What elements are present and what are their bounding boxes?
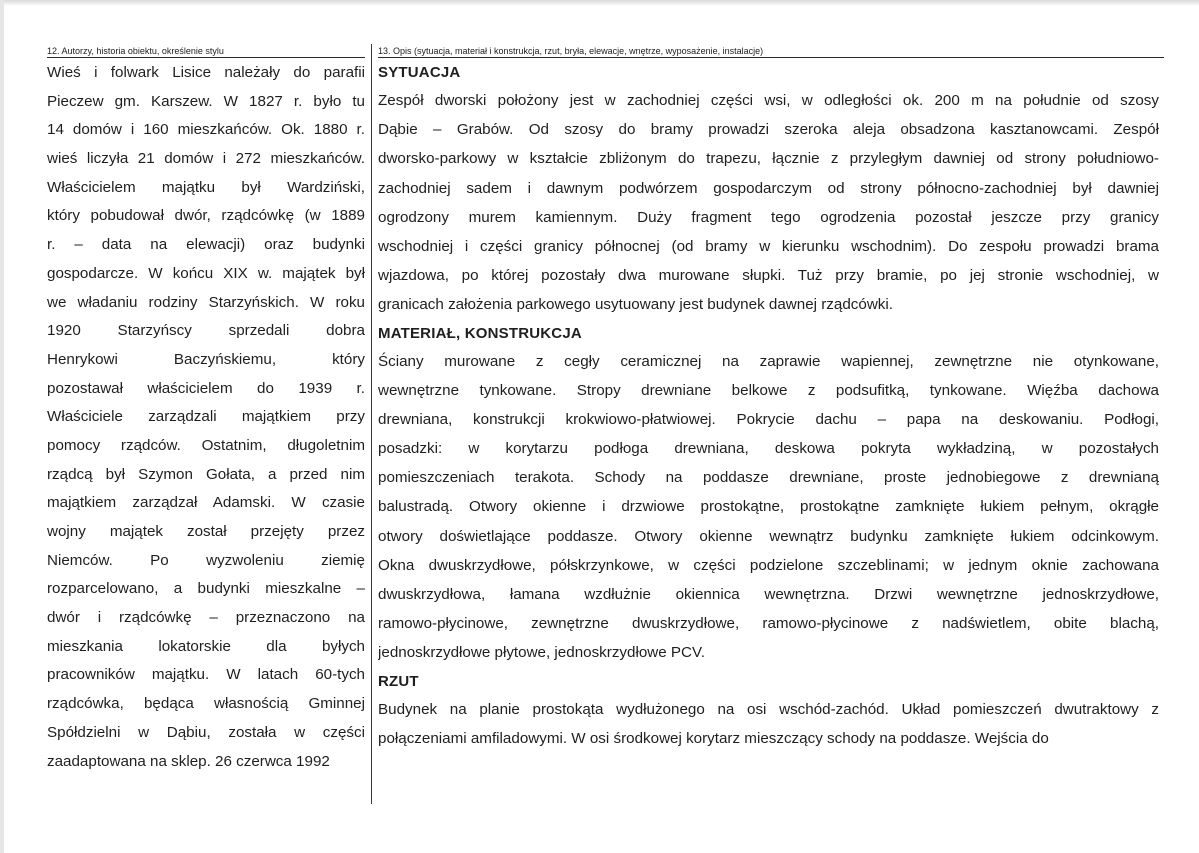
left-header-rule (47, 57, 365, 58)
history-text-line: pomocy rządców. Ostatnim, długoletnim (47, 436, 365, 454)
description-text-line: otwory doświetlające poddasze. Otwory okienne wewnątrz budynku zamknięte łukiem odcinkowym. (378, 527, 1159, 545)
description-text-line: dwuskrzydłowa, łamana wzdłużnie okiennica wewnętrzna. Drzwi wewnętrzne jednoskrzydłowe, (378, 586, 1159, 603)
description-text-line: Okna dwuskrzydłowe, półskrzynkowe, w części podzielone szczeblinami; w jednym oknie zachowana (378, 556, 1159, 574)
description-text-line: granicach założenia parkowego usytuowany jest budynek dawnej rządcówki. (378, 296, 893, 314)
history-text-line: mieszkania lokatorskie dla byłych (47, 637, 365, 655)
description-text-line: Zespół dworski położony jest w zachodniej części wsi, w odległości ok. 200 m na południe od szosy (378, 92, 1159, 109)
history-column (47, 59, 365, 776)
left-column-header: 12. Autorzy, historia obiektu, określenie stylu (47, 46, 224, 56)
description-text-line: wschodniej i części granicy północnej (od bramy w kierunku wschodnim). Do zespołu prowadzi brama (378, 237, 1159, 255)
description-text-line: balustradą. Otwory okienne i drzwiowe prostokątne, prostokątne zamknięte łukiem pełnym, okrągłe (378, 498, 1159, 516)
description-text-line: pomieszczeniach terakota. Schody na poddasze drewniane, proste jednobiegowe z drewnianą (378, 469, 1159, 487)
description-text-line: wjazdowa, po której pozostały dwa murowane słupki. Tuż przy bramie, po jej stronie wschodniej, w (378, 267, 1159, 285)
column-divider (371, 44, 372, 804)
history-text-line: wojny majątek został przejęty przez (47, 523, 365, 540)
history-text-line: Henrykowi Baczyńskiemu, który (47, 350, 365, 368)
history-text-line: r. – data na elewacji) oraz budynki (47, 236, 365, 254)
description-text-line: ramowo-płycinowe, zewnętrzne dwuskrzydłowe, ramowo-płycinowe z nadświetlem, obite blachą, (378, 615, 1159, 633)
description-text-line: zachodniej sadem i dawnym podwórzem gospodarczym od strony północno-zachodniej był dawniej (378, 179, 1159, 197)
description-text-line: posadzki: w korytarzu podłoga drewniana, deskowa pokryta wykładziną, w pozostałych (378, 440, 1159, 458)
scan-left-edge (0, 0, 4, 853)
history-text-line: gospodarcze. W końcu XIX w. majątek był (47, 264, 365, 282)
description-text-line: wewnętrzne tynkowane. Stropy drewniane belkowe z podsufitką, tynkowane. Więźba dachowa (378, 381, 1159, 399)
history-text-line: 1920 Starzyńscy sprzedali dobra (47, 322, 365, 340)
section-heading-rzut: RZUT (378, 672, 419, 690)
description-text-line: ogrodzony murem kamiennym. Duży fragment tego ogrodzenia pozostał jeszcze przy granicy (378, 208, 1159, 226)
description-text-line: drewniana, konstrukcji krokwiowo-płatwiowej. Pokrycie dachu – papa na deskowaniu. Podłogi, (378, 410, 1159, 428)
description-text-line: dworsko-parkowy w kształcie zbliżonym do trapezu, łącznie z przyległym dawniej od strony południowo- (378, 150, 1159, 168)
description-text-line: Dąbie – Grabów. Od szosy do bramy prowadzi szeroka aleja obsadzona kasztanowcami. Zespół (378, 121, 1159, 139)
right-column-header: 13. Opis (sytuacja, materiał i konstrukcja, rzut, bryła, elewacje, wnętrze, wyposażenie, instalacje) (378, 46, 764, 56)
history-text-line: Niemców. Po wyzwoleniu ziemię (47, 551, 365, 569)
section-heading-materiał-konstrukcja: MATERIAŁ, KONSTRUKCJA (378, 324, 582, 342)
description-text-line: połączeniami amfiladowymi. W osi środkowej korytarz mieszczący schody na poddasze. Wejścia do (378, 729, 1049, 747)
history-text-line: który pobudował dwór, rządcówkę (w 1889 (47, 207, 365, 225)
history-text-line: Pieczew gm. Karszew. W 1827 r. było tu (47, 92, 365, 110)
history-text-line: Właściciele zarządzali majątkiem przy (47, 408, 365, 426)
scan-top-edge (0, 0, 1199, 6)
history-text-line: rządcą był Szymon Gołata, a przed nim (47, 465, 365, 483)
history-text-line: rozparcelowano, a budynki mieszkalne – (47, 580, 365, 598)
history-text-line: Właścicielem majątku był Wardziński, (47, 178, 365, 196)
section-heading-sytuacja: SYTUACJA (378, 64, 461, 81)
history-text-line: dwór i rządcówkę – przeznaczono na (47, 609, 365, 627)
description-text-line: jednoskrzydłowe płytowe, jednoskrzydłowe PCV. (378, 644, 705, 662)
history-text-line: Spółdzielni w Dąbiu, została w części (47, 723, 365, 741)
history-text-line: we władaniu rodziny Starzyńskich. W roku (47, 293, 365, 311)
history-text-line: majątkiem zarządzał Adamski. W czasie (47, 494, 365, 512)
history-text-line: wieś liczyła 21 domów i 272 mieszkańców. (47, 150, 365, 168)
description-text-line: Budynek na planie prostokąta wydłużonego na osi wschód-zachód. Układ pomieszczeń dwutraktowy z (378, 700, 1159, 718)
history-text-line: rządcówka, będąca własnością Gminnej (47, 695, 365, 713)
right-header-rule (378, 57, 1164, 58)
history-text-line: 14 domów i 160 mieszkańców. Ok. 1880 r. (47, 121, 365, 139)
history-text-line: pracowników majątku. W latach 60-tych (47, 666, 365, 684)
history-text-line: zaadaptowana na sklep. 26 czerwca 1992 (47, 752, 330, 770)
description-column (378, 59, 1159, 753)
history-text-line: pozostawał właścicielem do 1939 r. (47, 379, 365, 397)
description-text-line: Ściany murowane z cegły ceramicznej na zaprawie wapiennej, zewnętrzne nie otynkowane, (378, 352, 1159, 370)
history-text-line: Wieś i folwark Lisice należały do parafii (47, 64, 365, 81)
